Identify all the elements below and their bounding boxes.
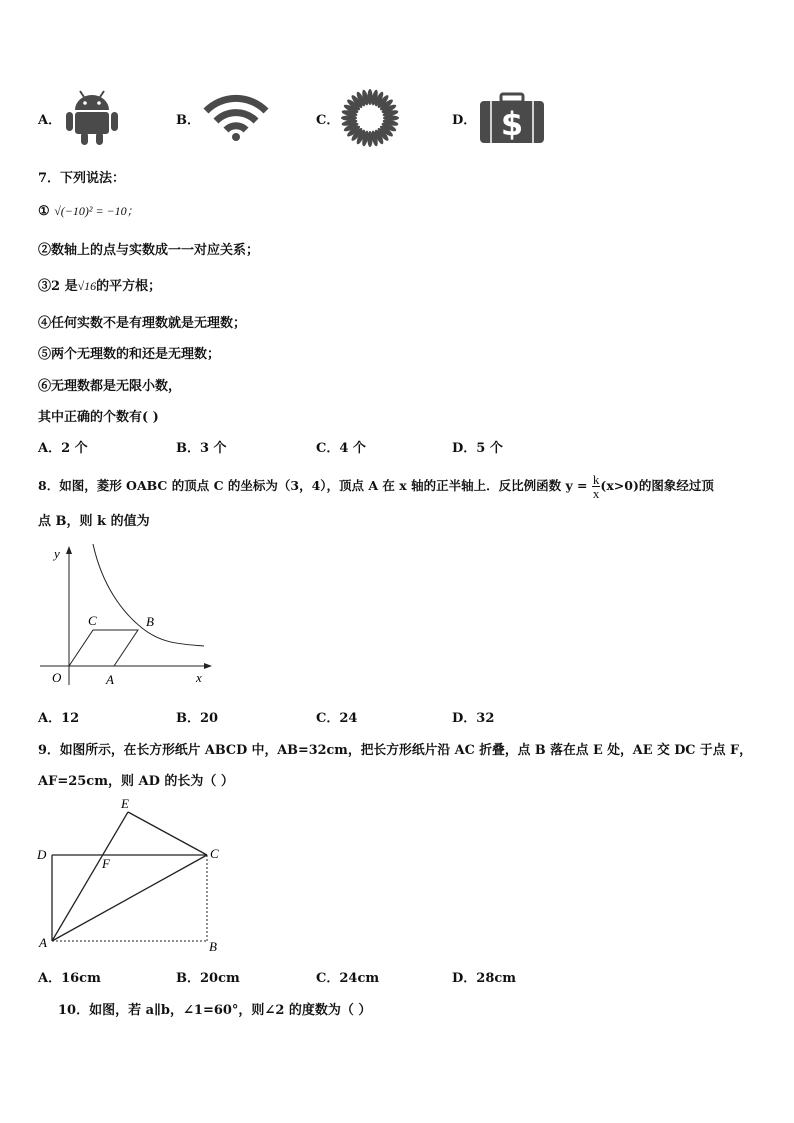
q10-line: 10．如图，若 a∥b，∠1=60°，则∠2 的度数为（ ） <box>58 1003 372 1018</box>
q7-statement-5: ⑤两个无理数的和还是无理数； <box>38 347 221 362</box>
q6-option-b-label: B． <box>176 113 200 128</box>
q6-option-a-label: A． <box>38 113 62 128</box>
q6-option-c-label: C． <box>316 113 340 128</box>
segment-ec <box>128 812 207 855</box>
q8-line-1 <box>38 473 714 500</box>
fig8-label-x: x <box>196 670 202 685</box>
x-axis-arrow <box>204 663 212 669</box>
fig8-label-o: O <box>52 670 62 685</box>
q7-statement-4: ④任何实数不是有理数就是无理数； <box>38 316 247 331</box>
q7-statement-1-math: √(−10)² = −10； <box>54 204 139 218</box>
svg-text:$: $ <box>500 105 524 143</box>
q7-option-a: A．2 个 <box>38 441 88 456</box>
q7-option-b: B．3 个 <box>176 441 227 456</box>
q8-line-1-pre: 8．如图，菱形 OABC 的顶点 C 的坐标为（3，4），顶点 A 在 x 轴的正半轴上．反比例函数 y = <box>38 478 588 493</box>
money-bag-icon <box>479 92 547 148</box>
fig9-label-b: B <box>209 939 217 954</box>
q8-figure <box>36 540 216 694</box>
fig8-label-a: A <box>106 672 114 687</box>
fig9-label-e: E <box>121 796 129 811</box>
segment-ac <box>52 855 207 941</box>
q9-figure <box>32 795 232 961</box>
q7-statement-2: ②数轴上的点与实数成一一对应关系； <box>38 243 260 258</box>
fig9-label-d: D <box>37 847 47 862</box>
fig9-label-f: F <box>102 856 110 871</box>
q9-line-1: 9．如图所示，在长方形纸片 ABCD 中，AB=32cm，把长方形纸片沿 AC 折叠，点 B 落在点 E 处，AE 交 DC 于点 F， <box>38 743 752 758</box>
fig8-label-b: B <box>146 614 154 629</box>
segment-ae <box>52 812 128 941</box>
q8-fraction-numerator: k <box>592 472 600 487</box>
q7-statement-3-pre: ③2 是 <box>38 279 78 294</box>
q7-statement-3-post: 的平方根； <box>96 279 162 294</box>
y-axis-arrow <box>66 546 72 554</box>
q7-title: 7．下列说法： <box>38 171 126 186</box>
q8-line-2: 点 B，则 k 的值为 <box>38 514 150 529</box>
wifi-icon <box>202 93 270 145</box>
q8-line-1-post: (x>0)的图象经过顶 <box>600 478 714 493</box>
q8-fraction-denominator: x <box>592 486 600 501</box>
rhombus-oabc <box>69 630 138 666</box>
q9-option-b: B．20cm <box>176 971 240 986</box>
q9-option-c: C．24cm <box>316 971 380 986</box>
q8-option-b: B．20 <box>176 711 219 726</box>
q7-statement-6: ⑥无理数都是无限小数， <box>38 379 182 394</box>
q9-option-a: A．16cm <box>38 971 101 986</box>
q7-statement-1 <box>38 202 139 219</box>
q8-option-a: A．12 <box>38 711 80 726</box>
q8-option-c: C．24 <box>316 711 358 726</box>
q7-option-c: C．4 个 <box>316 441 366 456</box>
q7-statement-3 <box>38 275 161 294</box>
fig9-label-a: A <box>39 935 47 950</box>
q8-option-d: D．32 <box>452 711 495 726</box>
fig9-label-c: C <box>210 846 219 861</box>
q7-question: 其中正确的个数有( ) <box>38 410 159 425</box>
q7-option-d: D．5 个 <box>452 441 503 456</box>
fig8-label-c: C <box>88 613 97 628</box>
android-icon <box>66 88 118 150</box>
q9-option-d: D．28cm <box>452 971 517 986</box>
q7-statement-1-number: ① <box>38 204 50 219</box>
fig8-label-y: y <box>54 546 60 561</box>
q6-option-d-label: D． <box>452 113 477 128</box>
sunburst-icon <box>338 88 402 152</box>
q9-line-2: AF=25cm，则 AD 的长为（ ） <box>38 774 234 789</box>
hyperbola-curve <box>93 544 204 646</box>
q7-statement-3-math: √16 <box>77 279 97 293</box>
